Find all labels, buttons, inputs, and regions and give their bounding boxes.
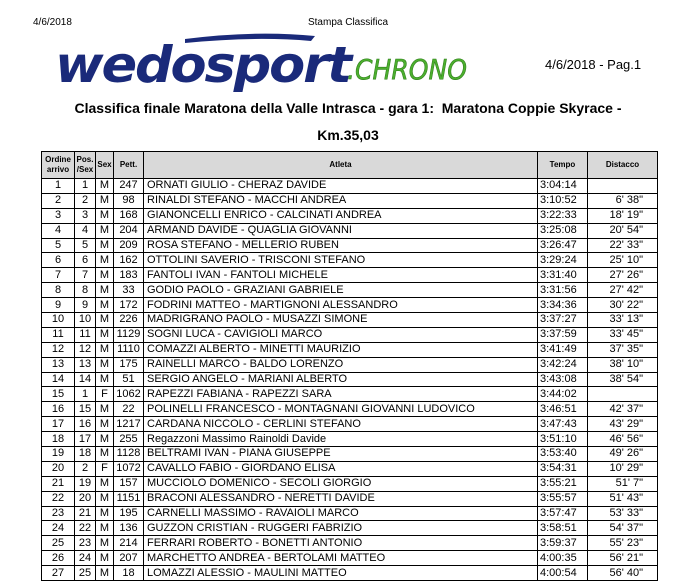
cell-atleta: ORNATI GIULIO - CHERAZ DAVIDE xyxy=(144,179,538,194)
table-row xyxy=(42,283,658,298)
cell-pett: 98 xyxy=(114,193,144,208)
cell-tempo: 3:22:33 xyxy=(538,208,588,223)
cell-atleta: COMAZZI ALBERTO - MINETTI MAURIZIO xyxy=(144,342,538,357)
cell-ordine: 4 xyxy=(42,223,75,238)
cell-sex: M xyxy=(96,298,114,313)
cell-ordine: 19 xyxy=(42,447,75,462)
wedosport-chrono-logo xyxy=(55,32,470,92)
cell-atleta: FANTOLI IVAN - FANTOLI MICHELE xyxy=(144,268,538,283)
cell-pos: 17 xyxy=(75,432,96,447)
cell-pos: 2 xyxy=(75,461,96,476)
cell-tempo: 3:55:57 xyxy=(538,491,588,506)
cell-sex: M xyxy=(96,327,114,342)
results-table xyxy=(41,151,658,581)
cell-sex: M xyxy=(96,179,114,194)
cell-sex: M xyxy=(96,432,114,447)
cell-sex: M xyxy=(96,506,114,521)
cell-tempo: 3:31:40 xyxy=(538,268,588,283)
cell-tempo: 3:53:40 xyxy=(538,447,588,462)
cell-atleta: GIANONCELLI ENRICO - CALCINATI ANDREA xyxy=(144,208,538,223)
cell-atleta: FODRINI MATTEO - MARTIGNONI ALESSANDRO xyxy=(144,298,538,313)
cell-tempo: 4:00:54 xyxy=(538,566,588,581)
cell-atleta: LOMAZZI ALESSIO - MAULINI MATTEO xyxy=(144,566,538,581)
col-header-sex: Sex xyxy=(96,152,114,179)
cell-pett: 168 xyxy=(114,208,144,223)
cell-ordine: 17 xyxy=(42,417,75,432)
cell-ordine: 26 xyxy=(42,551,75,566)
cell-ordine: 5 xyxy=(42,238,75,253)
cell-atleta: MARCHETTO ANDREA - BERTOLAMI MATTEO xyxy=(144,551,538,566)
cell-ordine: 7 xyxy=(42,268,75,283)
cell-tempo: 4:00:35 xyxy=(538,551,588,566)
cell-atleta: GUZZON CRISTIAN - RUGGERI FABRIZIO xyxy=(144,521,538,536)
cell-atleta: BELTRAMI IVAN - PIANA GIUSEPPE xyxy=(144,447,538,462)
cell-ordine: 10 xyxy=(42,313,75,328)
cell-pett: 1151 xyxy=(114,491,144,506)
cell-ordine: 1 xyxy=(42,179,75,194)
cell-tempo: 3:42:24 xyxy=(538,357,588,372)
cell-distacco: 18' 19" xyxy=(588,208,658,223)
cell-tempo: 3:37:27 xyxy=(538,313,588,328)
table-row xyxy=(42,491,658,506)
cell-distacco: 43' 29" xyxy=(588,417,658,432)
cell-pett: 51 xyxy=(114,372,144,387)
cell-pett: 1217 xyxy=(114,417,144,432)
cell-sex: M xyxy=(96,223,114,238)
cell-distacco: 20' 54" xyxy=(588,223,658,238)
table-row xyxy=(42,253,658,268)
cell-distacco: 25' 10" xyxy=(588,253,658,268)
cell-distacco: 33' 13" xyxy=(588,313,658,328)
cell-pos: 25 xyxy=(75,566,96,581)
cell-atleta: CAVALLO FABIO - GIORDANO ELISA xyxy=(144,461,538,476)
cell-ordine: 20 xyxy=(42,461,75,476)
logo-text-main: wedosport xyxy=(55,36,355,92)
cell-tempo: 3:04:14 xyxy=(538,179,588,194)
cell-tempo: 3:34:36 xyxy=(538,298,588,313)
cell-atleta: Regazzoni Massimo Rainoldi Davide xyxy=(144,432,538,447)
table-row xyxy=(42,566,658,581)
cell-pos: 14 xyxy=(75,372,96,387)
cell-pos: 10 xyxy=(75,313,96,328)
cell-tempo: 3:59:37 xyxy=(538,536,588,551)
col-header-tempo: Tempo xyxy=(538,152,588,179)
col-header-ordine: Ordine arrivo xyxy=(42,152,75,179)
cell-atleta: ARMAND DAVIDE - QUAGLIA GIOVANNI xyxy=(144,223,538,238)
table-row xyxy=(42,432,658,447)
cell-atleta: BRACONI ALESSANDRO - NERETTI DAVIDE xyxy=(144,491,538,506)
table-row xyxy=(42,476,658,491)
cell-sex: M xyxy=(96,208,114,223)
cell-distacco: 46' 56" xyxy=(588,432,658,447)
cell-sex: M xyxy=(96,357,114,372)
cell-pett: 1129 xyxy=(114,327,144,342)
cell-pett: 183 xyxy=(114,268,144,283)
cell-pos: 7 xyxy=(75,268,96,283)
cell-pett: 172 xyxy=(114,298,144,313)
table-row xyxy=(42,387,658,402)
cell-atleta: POLINELLI FRANCESCO - MONTAGNANI GIOVANNI LUDOVICO xyxy=(144,402,538,417)
cell-ordine: 14 xyxy=(42,372,75,387)
cell-ordine: 18 xyxy=(42,432,75,447)
table-row xyxy=(42,327,658,342)
table-row xyxy=(42,208,658,223)
cell-distacco: 6' 38" xyxy=(588,193,658,208)
cell-ordine: 22 xyxy=(42,491,75,506)
table-row xyxy=(42,461,658,476)
cell-distacco: 37' 35" xyxy=(588,342,658,357)
cell-ordine: 3 xyxy=(42,208,75,223)
cell-ordine: 13 xyxy=(42,357,75,372)
cell-ordine: 6 xyxy=(42,253,75,268)
page-info: 4/6/2018 - Pag.1 xyxy=(545,57,642,72)
cell-sex: M xyxy=(96,402,114,417)
cell-pett: 207 xyxy=(114,551,144,566)
cell-pos: 8 xyxy=(75,283,96,298)
print-date: 4/6/2018 xyxy=(33,17,72,28)
cell-atleta: OTTOLINI SAVERIO - TRISCONI STEFANO xyxy=(144,253,538,268)
cell-distacco: 56' 21" xyxy=(588,551,658,566)
cell-atleta: MUCCIOLO DOMENICO - SECOLI GIORGIO xyxy=(144,476,538,491)
cell-pos: 2 xyxy=(75,193,96,208)
cell-pett: 214 xyxy=(114,536,144,551)
table-row xyxy=(42,179,658,194)
cell-distacco: 38' 10" xyxy=(588,357,658,372)
table-row xyxy=(42,447,658,462)
cell-sex: M xyxy=(96,238,114,253)
cell-sex: M xyxy=(96,566,114,581)
cell-ordine: 11 xyxy=(42,327,75,342)
cell-pos: 5 xyxy=(75,238,96,253)
cell-pett: 18 xyxy=(114,566,144,581)
logo-text-sub: .CHRONO xyxy=(347,53,467,86)
cell-tempo: 3:37:59 xyxy=(538,327,588,342)
cell-sex: M xyxy=(96,268,114,283)
table-row xyxy=(42,551,658,566)
cell-tempo: 3:55:21 xyxy=(538,476,588,491)
cell-tempo: 3:51:10 xyxy=(538,432,588,447)
cell-tempo: 3:43:08 xyxy=(538,372,588,387)
cell-atleta: FERRARI ROBERTO - BONETTI ANTONIO xyxy=(144,536,538,551)
cell-pos: 9 xyxy=(75,298,96,313)
cell-distacco: 10' 29" xyxy=(588,461,658,476)
cell-ordine: 15 xyxy=(42,387,75,402)
cell-atleta: RINALDI STEFANO - MACCHI ANDREA xyxy=(144,193,538,208)
cell-atleta: CARDANA NICCOLO - CERLINI STEFANO xyxy=(144,417,538,432)
cell-pos: 24 xyxy=(75,551,96,566)
cell-pos: 6 xyxy=(75,253,96,268)
cell-pos: 3 xyxy=(75,208,96,223)
cell-tempo: 3:10:52 xyxy=(538,193,588,208)
col-header-pett: Pett. xyxy=(114,152,144,179)
cell-sex: M xyxy=(96,342,114,357)
cell-sex: M xyxy=(96,372,114,387)
cell-pett: 1128 xyxy=(114,447,144,462)
cell-tempo: 3:29:24 xyxy=(538,253,588,268)
table-row xyxy=(42,193,658,208)
cell-tempo: 3:44:02 xyxy=(538,387,588,402)
cell-sex: M xyxy=(96,283,114,298)
cell-pett: 226 xyxy=(114,313,144,328)
table-row xyxy=(42,268,658,283)
cell-pett: 204 xyxy=(114,223,144,238)
cell-ordine: 24 xyxy=(42,521,75,536)
cell-sex: F xyxy=(96,461,114,476)
cell-pos: 16 xyxy=(75,417,96,432)
cell-ordine: 27 xyxy=(42,566,75,581)
cell-pos: 1 xyxy=(75,387,96,402)
cell-sex: M xyxy=(96,521,114,536)
cell-distacco: 33' 45" xyxy=(588,327,658,342)
cell-distacco: 54' 37" xyxy=(588,521,658,536)
cell-distacco: 38' 54" xyxy=(588,372,658,387)
cell-ordine: 21 xyxy=(42,476,75,491)
cell-tempo: 3:26:47 xyxy=(538,238,588,253)
cell-ordine: 12 xyxy=(42,342,75,357)
cell-pett: 1062 xyxy=(114,387,144,402)
cell-sex: F xyxy=(96,387,114,402)
cell-atleta: RAPEZZI FABIANA - RAPEZZI SARA xyxy=(144,387,538,402)
cell-sex: M xyxy=(96,313,114,328)
cell-ordine: 16 xyxy=(42,402,75,417)
cell-distacco: 53' 33" xyxy=(588,506,658,521)
cell-distacco: 51' 43" xyxy=(588,491,658,506)
cell-pett: 157 xyxy=(114,476,144,491)
cell-sex: M xyxy=(96,491,114,506)
cell-distacco: 49' 26" xyxy=(588,447,658,462)
cell-ordine: 23 xyxy=(42,506,75,521)
cell-atleta: CARNELLI MASSIMO - RAVAIOLI MARCO xyxy=(144,506,538,521)
col-header-atleta: Atleta xyxy=(144,152,538,179)
cell-sex: M xyxy=(96,193,114,208)
report-title: Classifica finale Maratona della Valle Intrasca - gara 1: Maratona Coppie Skyrace - xyxy=(74,100,622,116)
cell-pos: 19 xyxy=(75,476,96,491)
cell-pos: 21 xyxy=(75,506,96,521)
col-header-pos: Pos. /Sex xyxy=(75,152,96,179)
table-row xyxy=(42,402,658,417)
cell-tempo: 3:41:49 xyxy=(538,342,588,357)
cell-ordine: 25 xyxy=(42,536,75,551)
cell-pett: 195 xyxy=(114,506,144,521)
cell-sex: M xyxy=(96,551,114,566)
cell-pett: 162 xyxy=(114,253,144,268)
table-row xyxy=(42,417,658,432)
cell-tempo: 3:46:51 xyxy=(538,402,588,417)
cell-pos: 11 xyxy=(75,327,96,342)
cell-pett: 209 xyxy=(114,238,144,253)
cell-pett: 1110 xyxy=(114,342,144,357)
cell-pos: 23 xyxy=(75,536,96,551)
cell-pos: 18 xyxy=(75,447,96,462)
cell-atleta: SOGNI LUCA - CAVIGIOLI MARCO xyxy=(144,327,538,342)
table-header-row xyxy=(42,152,658,179)
cell-distacco xyxy=(588,387,658,402)
cell-sex: M xyxy=(96,417,114,432)
cell-ordine: 9 xyxy=(42,298,75,313)
cell-ordine: 2 xyxy=(42,193,75,208)
table-row xyxy=(42,342,658,357)
table-row xyxy=(42,372,658,387)
print-title: Stampa Classifica xyxy=(307,17,389,28)
cell-distacco xyxy=(588,179,658,194)
cell-distacco: 42' 37" xyxy=(588,402,658,417)
cell-sex: M xyxy=(96,476,114,491)
cell-tempo: 3:57:47 xyxy=(538,506,588,521)
cell-sex: M xyxy=(96,536,114,551)
table-row xyxy=(42,506,658,521)
cell-sex: M xyxy=(96,447,114,462)
cell-tempo: 3:47:43 xyxy=(538,417,588,432)
cell-tempo: 3:54:31 xyxy=(538,461,588,476)
cell-distacco: 27' 42" xyxy=(588,283,658,298)
cell-pett: 175 xyxy=(114,357,144,372)
table-row xyxy=(42,536,658,551)
results-body xyxy=(42,179,658,581)
cell-distacco: 51' 7" xyxy=(588,476,658,491)
cell-pett: 22 xyxy=(114,402,144,417)
cell-distacco: 27' 26" xyxy=(588,268,658,283)
cell-pett: 136 xyxy=(114,521,144,536)
cell-atleta: GODIO PAOLO - GRAZIANI GABRIELE xyxy=(144,283,538,298)
cell-pett: 247 xyxy=(114,179,144,194)
table-row xyxy=(42,313,658,328)
cell-pos: 20 xyxy=(75,491,96,506)
cell-tempo: 3:31:56 xyxy=(538,283,588,298)
cell-atleta: MADRIGRANO PAOLO - MUSAZZI SIMONE xyxy=(144,313,538,328)
col-header-distacco: Distacco xyxy=(588,152,658,179)
cell-tempo: 3:25:08 xyxy=(538,223,588,238)
cell-pett: 33 xyxy=(114,283,144,298)
table-row xyxy=(42,298,658,313)
cell-distacco: 55' 23" xyxy=(588,536,658,551)
table-row xyxy=(42,223,658,238)
cell-atleta: ROSA STEFANO - MELLERIO RUBEN xyxy=(144,238,538,253)
table-row xyxy=(42,521,658,536)
cell-atleta: RAINELLI MARCO - BALDO LORENZO xyxy=(144,357,538,372)
cell-pos: 13 xyxy=(75,357,96,372)
cell-tempo: 3:58:51 xyxy=(538,521,588,536)
cell-pos: 12 xyxy=(75,342,96,357)
cell-pos: 1 xyxy=(75,179,96,194)
cell-pos: 4 xyxy=(75,223,96,238)
cell-pos: 22 xyxy=(75,521,96,536)
cell-pos: 15 xyxy=(75,402,96,417)
cell-atleta: SERGIO ANGELO - MARIANI ALBERTO xyxy=(144,372,538,387)
cell-distacco: 22' 33" xyxy=(588,238,658,253)
cell-pett: 1072 xyxy=(114,461,144,476)
report-subtitle: Km.35,03 xyxy=(317,127,379,143)
cell-pett: 255 xyxy=(114,432,144,447)
cell-ordine: 8 xyxy=(42,283,75,298)
cell-distacco: 30' 22" xyxy=(588,298,658,313)
table-row xyxy=(42,238,658,253)
cell-sex: M xyxy=(96,253,114,268)
cell-distacco: 56' 40" xyxy=(588,566,658,581)
table-row xyxy=(42,357,658,372)
